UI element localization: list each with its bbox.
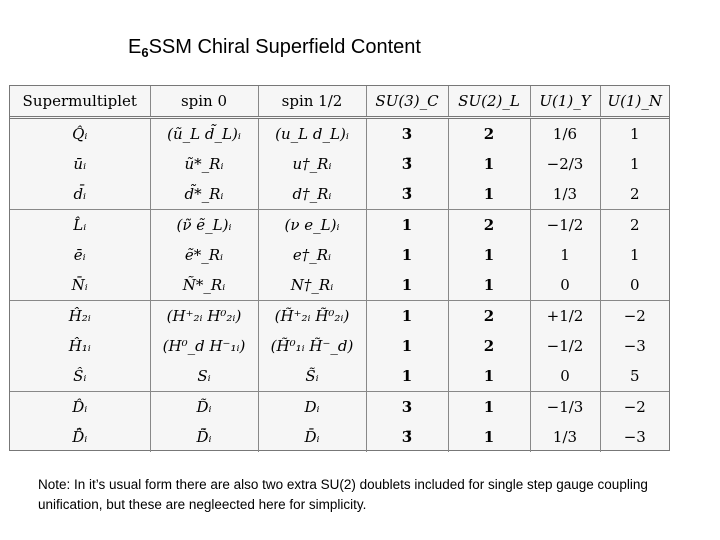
cell-spin-half: d†_Rᵢ [258, 179, 366, 210]
header-u1y: U(1)_Y [530, 86, 600, 118]
title-subscript: 6 [141, 45, 149, 60]
cell-supermultiplet: ēᵢ [73, 246, 86, 264]
cell-su3c: 3̄ [366, 422, 448, 452]
title-main: E [128, 36, 142, 58]
cell-spin-0: ũ*_Rᵢ [150, 149, 258, 179]
cell-spin-half: u†_Rᵢ [258, 149, 366, 179]
superfield-table [9, 85, 670, 451]
cell-su3c: 1 [366, 361, 448, 392]
cell-su3c: 1 [366, 270, 448, 301]
cell-spin-0: Sᵢ [150, 361, 258, 392]
cell-su2l: 1 [448, 240, 530, 270]
cell-u1n: 5 [600, 361, 669, 392]
cell-supermultiplet: N̄ᵢ [10, 270, 150, 301]
cell-u1y: −1/2 [530, 210, 600, 241]
cell-su3c: 3 [366, 392, 448, 423]
table-row [10, 422, 669, 452]
cell-su2l: 1 [448, 179, 530, 210]
slide-title [128, 36, 421, 60]
cell-spin-half: (H̃⁰₁ᵢ H̃⁻_d) [258, 331, 366, 361]
cell-spin-0: (ũ_L d̃_L)ᵢ [150, 118, 258, 150]
cell-su2l: 1 [448, 149, 530, 179]
cell-su3c: 1 [366, 301, 448, 332]
header-su3c: SU(3)_C [366, 86, 448, 118]
cell-spin-half: D̄ᵢ [258, 422, 366, 452]
cell-spin-0: (ν̃ ẽ_L)ᵢ [150, 210, 258, 241]
table-row [10, 361, 669, 392]
cell-spin-0: D̃̄ᵢ [150, 422, 258, 452]
cell-su3c: 3̄ [366, 179, 448, 210]
cell-su2l: 1 [448, 422, 530, 452]
cell-u1y: −1/3 [530, 392, 600, 423]
cell-spin-half: (u_L d_L)ᵢ [258, 118, 366, 150]
cell-spin-half: S̃ᵢ [258, 361, 366, 392]
header-spin-0: spin 0 [150, 86, 258, 118]
cell-su2l: 2 [448, 210, 530, 241]
table-row [10, 179, 669, 210]
cell-u1y: 0 [530, 270, 600, 301]
cell-su2l: 1 [448, 392, 530, 423]
cell-su3c: 1 [366, 240, 448, 270]
cell-u1y: 1 [530, 240, 600, 270]
cell-u1y: +1/2 [530, 301, 600, 332]
cell-supermultiplet: D̂ᵢ [72, 398, 88, 416]
cell-u1n: −2 [600, 301, 669, 332]
cell-u1y: −1/2 [530, 331, 600, 361]
cell-su2l: 1 [448, 361, 530, 392]
cell-u1n: 2 [600, 210, 669, 241]
cell-u1n: 1 [600, 240, 669, 270]
cell-spin-0: (H⁺₂ᵢ H⁰₂ᵢ) [150, 301, 258, 332]
cell-supermultiplet: Ŝᵢ [10, 361, 150, 392]
cell-su2l: 2 [448, 118, 530, 150]
table-row [10, 210, 669, 241]
cell-u1n: −2 [600, 392, 669, 423]
cell-spin-0: D̃ᵢ [150, 392, 258, 423]
cell-su2l: 2 [448, 301, 530, 332]
cell-supermultiplet: L̂ᵢ [73, 216, 87, 234]
table-row [10, 118, 669, 150]
cell-spin-half: e†_Rᵢ [258, 240, 366, 270]
table-row [10, 392, 669, 423]
cell-u1n: 1 [600, 118, 669, 150]
header-su2l: SU(2)_L [448, 86, 530, 118]
table-row [10, 149, 669, 179]
cell-supermultiplet: Ĥ₂ᵢ [68, 307, 91, 325]
cell-u1n: −3 [600, 331, 669, 361]
cell-u1n: 2 [600, 179, 669, 210]
cell-spin-half: (H̃⁺₂ᵢ H̃⁰₂ᵢ) [258, 301, 366, 332]
table-row [10, 301, 669, 332]
cell-spin-half: (ν e_L)ᵢ [258, 210, 366, 241]
cell-spin-half: N†_Rᵢ [258, 270, 366, 301]
cell-supermultiplet: Q̂ᵢ [72, 125, 88, 143]
cell-spin-0: ẽ*_Rᵢ [150, 240, 258, 270]
title-rest: SSM Chiral Superfield Content [148, 36, 421, 58]
cell-supermultiplet: ūᵢ [73, 155, 87, 173]
header-supermultiplet: Supermultiplet [10, 86, 150, 118]
cell-spin-half: Dᵢ [258, 392, 366, 423]
cell-u1y: 0 [530, 361, 600, 392]
cell-u1n: −3 [600, 422, 669, 452]
table-header-row [10, 86, 669, 118]
cell-supermultiplet: d̄ᵢ [10, 179, 150, 210]
cell-su2l: 1 [448, 270, 530, 301]
cell-u1n: 1 [600, 149, 669, 179]
footnote: Note: In it’s usual form there are also two extra SU(2) doublets included for single step gauge coupling unification, but these are negleected here for simplicity. [38, 477, 648, 512]
cell-spin-0: (H⁰_d H⁻₁ᵢ) [150, 331, 258, 361]
cell-su3c: 3̄ [366, 149, 448, 179]
cell-spin-0: Ñ*_Rᵢ [150, 270, 258, 301]
cell-supermultiplet: D̄̂ᵢ [72, 428, 88, 446]
cell-u1y: 1/6 [530, 118, 600, 150]
header-spin-half: spin 1/2 [258, 86, 366, 118]
cell-u1y: 1/3 [530, 179, 600, 210]
table-row [10, 240, 669, 270]
cell-u1y: −2/3 [530, 149, 600, 179]
cell-su3c: 3 [366, 118, 448, 150]
cell-spin-0: d̃*_Rᵢ [150, 179, 258, 210]
cell-supermultiplet: Ĥ₁ᵢ [68, 337, 91, 355]
cell-u1y: 1/3 [530, 422, 600, 452]
cell-su3c: 1 [366, 331, 448, 361]
cell-su3c: 1 [366, 210, 448, 241]
header-u1n: U(1)_N [600, 86, 669, 118]
cell-su2l: 2 [448, 331, 530, 361]
cell-u1n: 0 [600, 270, 669, 301]
table-row [10, 331, 669, 361]
table-row [10, 270, 669, 301]
